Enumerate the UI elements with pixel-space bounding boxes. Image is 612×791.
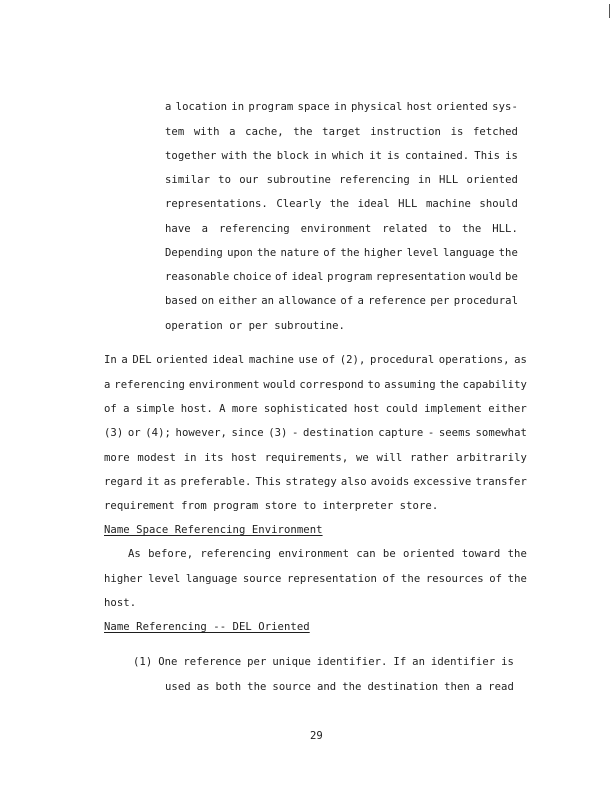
text-line: similar to our subroutine referencing in HLL oriented xyxy=(165,174,518,186)
text-line: a location in program space in physical host oriented sys- xyxy=(165,101,518,113)
section-heading: Name Referencing -- DEL Oriented xyxy=(104,621,310,633)
text-line: a referencing environment would correspond to assuming the capability xyxy=(104,379,527,391)
text-line: As before, referencing environment can be oriented toward the xyxy=(128,548,527,560)
text-line: together with the block in which it is contained. This is xyxy=(165,150,518,162)
text-line: requirement from program store to interpreter store. xyxy=(104,500,439,512)
text-line: have a referencing environment related to the HLL. xyxy=(165,223,518,235)
list-item-line: (1) One reference per unique identifier. If an identifier is xyxy=(133,656,514,668)
text-line: representations. Clearly the ideal HLL machine should xyxy=(165,198,518,210)
text-line: reasonable choice of ideal program representation would be xyxy=(165,271,518,283)
section-heading: Name Space Referencing Environment xyxy=(104,524,323,536)
text-line: (3) or (4); however, since (3) - destination capture - seems somewhat xyxy=(104,427,527,439)
text-line: of a simple host. A more sophisticated host could implement either xyxy=(104,403,527,415)
text-line: regard it as preferable. This strategy also avoids excessive transfer xyxy=(104,476,527,488)
text-line: operation or per subroutine. xyxy=(165,320,345,332)
text-line: more modest in its host requirements, we will rather arbitrarily xyxy=(104,452,527,464)
text-line: higher level language source representation of the resources of the xyxy=(104,573,527,585)
text-line: tem with a cache, the target instruction is fetched xyxy=(165,126,518,138)
text-line: host. xyxy=(104,597,137,609)
text-line: based on either an allowance of a reference per procedural xyxy=(165,295,518,307)
text-line: In a DEL oriented ideal machine use of (2), procedural operations, as xyxy=(104,354,527,366)
list-item-line: used as both the source and the destination then a read xyxy=(165,681,514,693)
text-line: Depending upon the nature of the higher level language the xyxy=(165,247,518,259)
scan-edge-mark xyxy=(609,4,610,18)
page-number: 29 xyxy=(310,730,323,742)
